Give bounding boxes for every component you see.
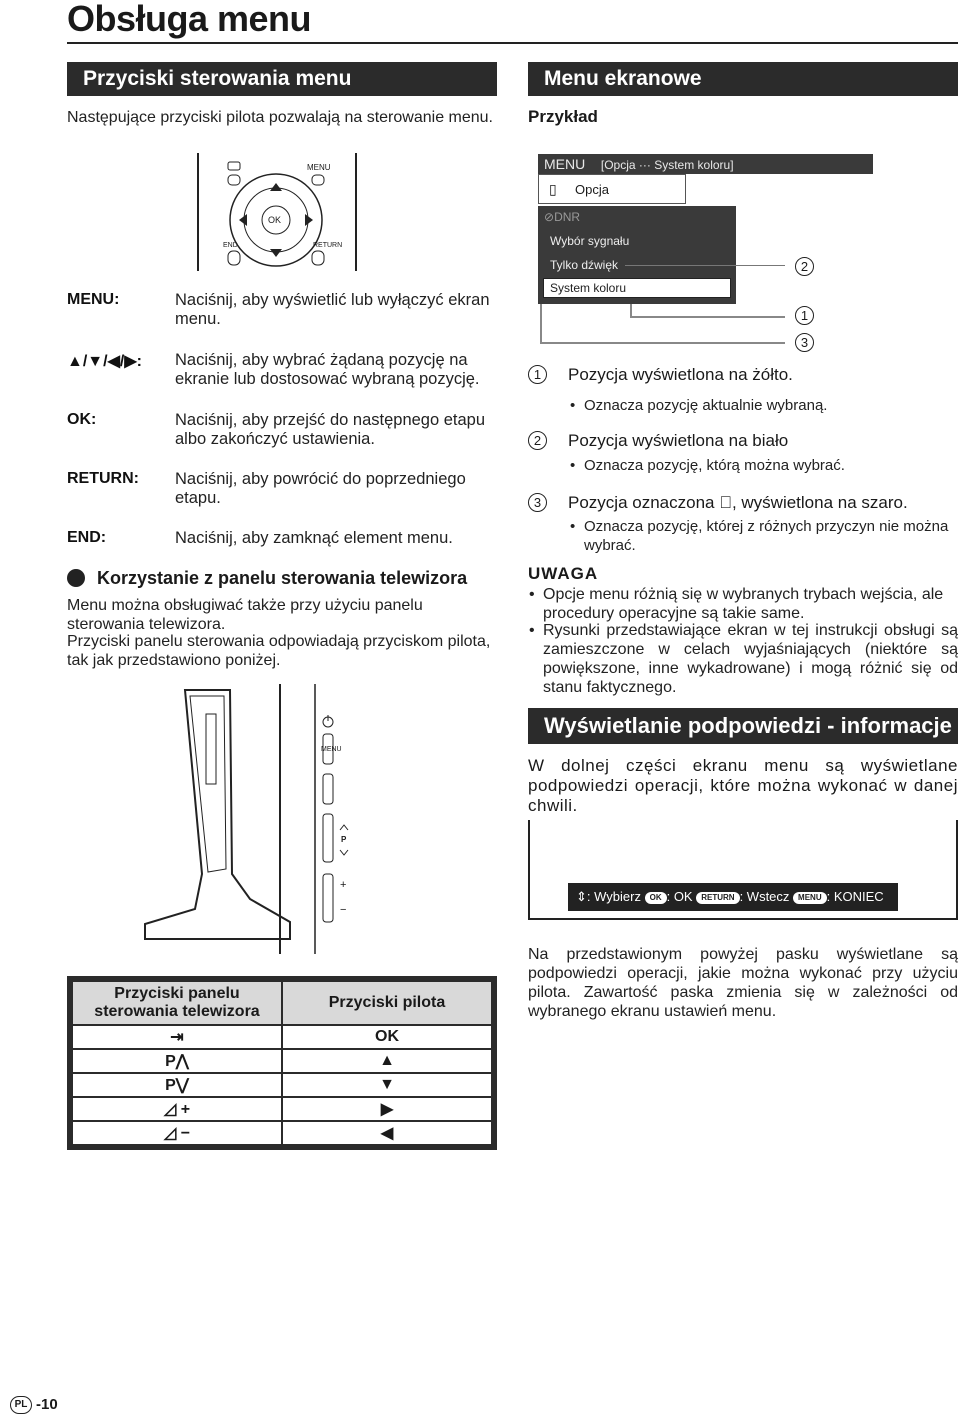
callout-line [540,342,785,344]
button-mapping-table [67,976,497,1150]
menu-bar-path: [Opcja ··· System koloru] [600,158,734,172]
def-term-arrows: ▲/▼/◀/▶: [67,353,142,370]
note-1: • Opcje menu różnią się w wybranych trybach wejścia, ale procedury operacyjne są takie same. [543,585,958,623]
remote-return-label: RETURN [313,242,343,249]
remote-end-label: END [223,242,238,249]
def-text-return: Naciśnij, aby powrócić do poprzedniego etapu. [175,470,466,507]
table-cell-panel: ⇥ [70,1025,282,1049]
def-text-end: Naciśnij, aby zamknąć element menu. [175,529,453,547]
page-title: Obsługa menu [67,0,312,39]
hint-end: : KONIEC [826,889,884,904]
tv-menu-label: MENU [321,746,342,753]
table-header-row [70,979,494,1025]
intro-text: Następujące przyciski pilota pozwalają na sterowanie menu. [67,109,493,126]
table-cell-panel: ◿ + [70,1097,282,1121]
notepad-icon: ▯ [549,181,557,197]
menu-item-color-system: System koloru [550,281,627,295]
table-row [70,1073,494,1097]
table-row [70,1025,494,1049]
hint-select: : Wybierz [586,889,641,904]
section-heading-menu-buttons: Przyciski sterowania menu [67,62,497,96]
table-row [70,1049,494,1073]
table-cell-remote: OK [282,1025,494,1049]
panel-heading: Korzystanie z panelu sterowania telewizora [97,568,468,588]
table-cell-panel: ◿ − [70,1121,282,1147]
table-cell-remote: ▼ [282,1073,494,1097]
tv-plus-label: + [340,879,347,891]
tv-side-illustration [140,684,375,954]
panel-text-1: Menu można obsługiwać także przy użyciu panelu sterowania telewizora. [67,597,423,633]
disabled-icon: ⊘ [544,210,555,224]
remote-illustration [196,153,358,271]
hints-text: W dolnej części ekranu menu są wyświetlane podpowiedzi operacji, które można wykonać w danej chwili. [528,756,958,815]
legend-bullet-2: • Oznacza pozycję, którą można wybrać. [584,456,845,475]
def-term-menu: MENU: [67,291,120,308]
section-heading-hints: Wyświetlanie podpowiedzi - informacje [528,708,958,744]
table-header-panel: Przyciski panelu sterowania telewizora [70,979,282,1025]
menu-bar [538,154,873,174]
menu-tab-option[interactable] [538,174,686,204]
callout-1: 1 [795,306,814,325]
callout-line [630,316,785,318]
hint-back: : Wstecz [739,889,790,904]
def-text-ok: Naciśnij, aby przejść do następnego etapu albo zakończyć ustawienia. [175,411,486,448]
callout-line [540,304,542,342]
hint-bar [568,883,898,911]
tv-p-label: P [341,835,347,844]
hints-text-2: Na przedstawionym powyżej pasku wyświetlane są podpowiedzi operacji, jakie można wykonać przy użyciu pilota. Zawartość paska zmienia się w zależności od wybranego ekranu ustawień menu. [528,946,958,1020]
remote-ok-label: OK [268,215,282,225]
table-cell-remote: ▲ [282,1049,494,1073]
menu-item-selected[interactable] [543,278,731,298]
callout-line [625,265,785,266]
table-header-remote: Przyciski pilota [282,979,494,1025]
menu-item-signal[interactable]: Wybór sygnału [550,234,630,248]
tv-minus-label: − [340,904,347,916]
note-heading: UWAGA [528,564,599,583]
lang-badge: PL [10,1396,32,1414]
note-2: • Rysunki przedstawiające ekran w tej instrukcji obsługi są zamieszczone w celach wyjaśniających (niektóre są powiększone, inne wykadrowane) i mogą różnić się od stanu faktycznego. [543,621,958,697]
panel-text-2: Przyciski panelu sterowania odpowiadają przyciskom pilota, tak jak przedstawiono poniżej. [67,633,491,669]
callout-3: 3 [795,333,814,352]
section-heading-onscreen-menu: Menu ekranowe [528,62,958,96]
hint-ok: : OK [666,889,693,904]
page-number: -10 [36,1396,58,1413]
title-divider [67,42,958,44]
example-label: Przykład [528,107,598,126]
legend-num-3: 3 [528,493,547,512]
return-pill-icon: RETURN [696,892,739,904]
legend-title-1: Pozycja wyświetlona na żółto. [568,365,793,384]
def-term-ok: OK: [67,411,97,428]
legend-bullet-3: • Oznacza pozycję, której z różnych przyczyn nie można wybrać. [584,517,958,555]
remote-menu-label: MENU [307,163,331,172]
def-text-arrows: Naciśnij, aby wybrać żądaną pozycję na ekranie lub dostosować wybraną pozycję. [175,351,480,388]
def-term-return: RETURN: [67,470,139,487]
legend-num-2: 2 [528,431,547,450]
table-cell-remote: ◀ [282,1121,494,1147]
table-cell-panel: P⋁ [70,1073,282,1097]
menu-bar-title: MENU [544,156,586,172]
table-cell-panel: P⋀ [70,1049,282,1073]
arrows-icon: ⇕ [576,889,587,904]
menu-item-sound-only[interactable]: Tylko dźwięk [550,258,619,272]
def-text-menu: Naciśnij, aby wyświetlić lub wyłączyć ekran menu. [175,291,490,328]
bullet-circle-icon [67,569,85,587]
legend-num-1: 1 [528,365,547,384]
callout-2: 2 [795,257,814,276]
legend-title-2: Pozycja wyświetlona na biało [568,431,789,450]
table-cell-remote: ▶ [282,1097,494,1121]
menu-item-dnr: ⊘DNR [544,210,581,224]
menu-list [538,206,736,304]
def-term-end: END: [67,529,107,546]
table-row [70,1121,494,1147]
table-row [70,1097,494,1121]
menu-tab-label: Opcja [575,182,609,197]
callout-line [630,304,632,316]
legend-title-3: Pozycja oznaczona ⃠, wyświetlona na szaro. [568,493,908,512]
legend-bullet-1: • Oznacza pozycję aktualnie wybraną. [584,396,827,415]
menu-pill-icon: MENU [793,892,827,904]
ok-pill-icon: OK [645,892,667,904]
